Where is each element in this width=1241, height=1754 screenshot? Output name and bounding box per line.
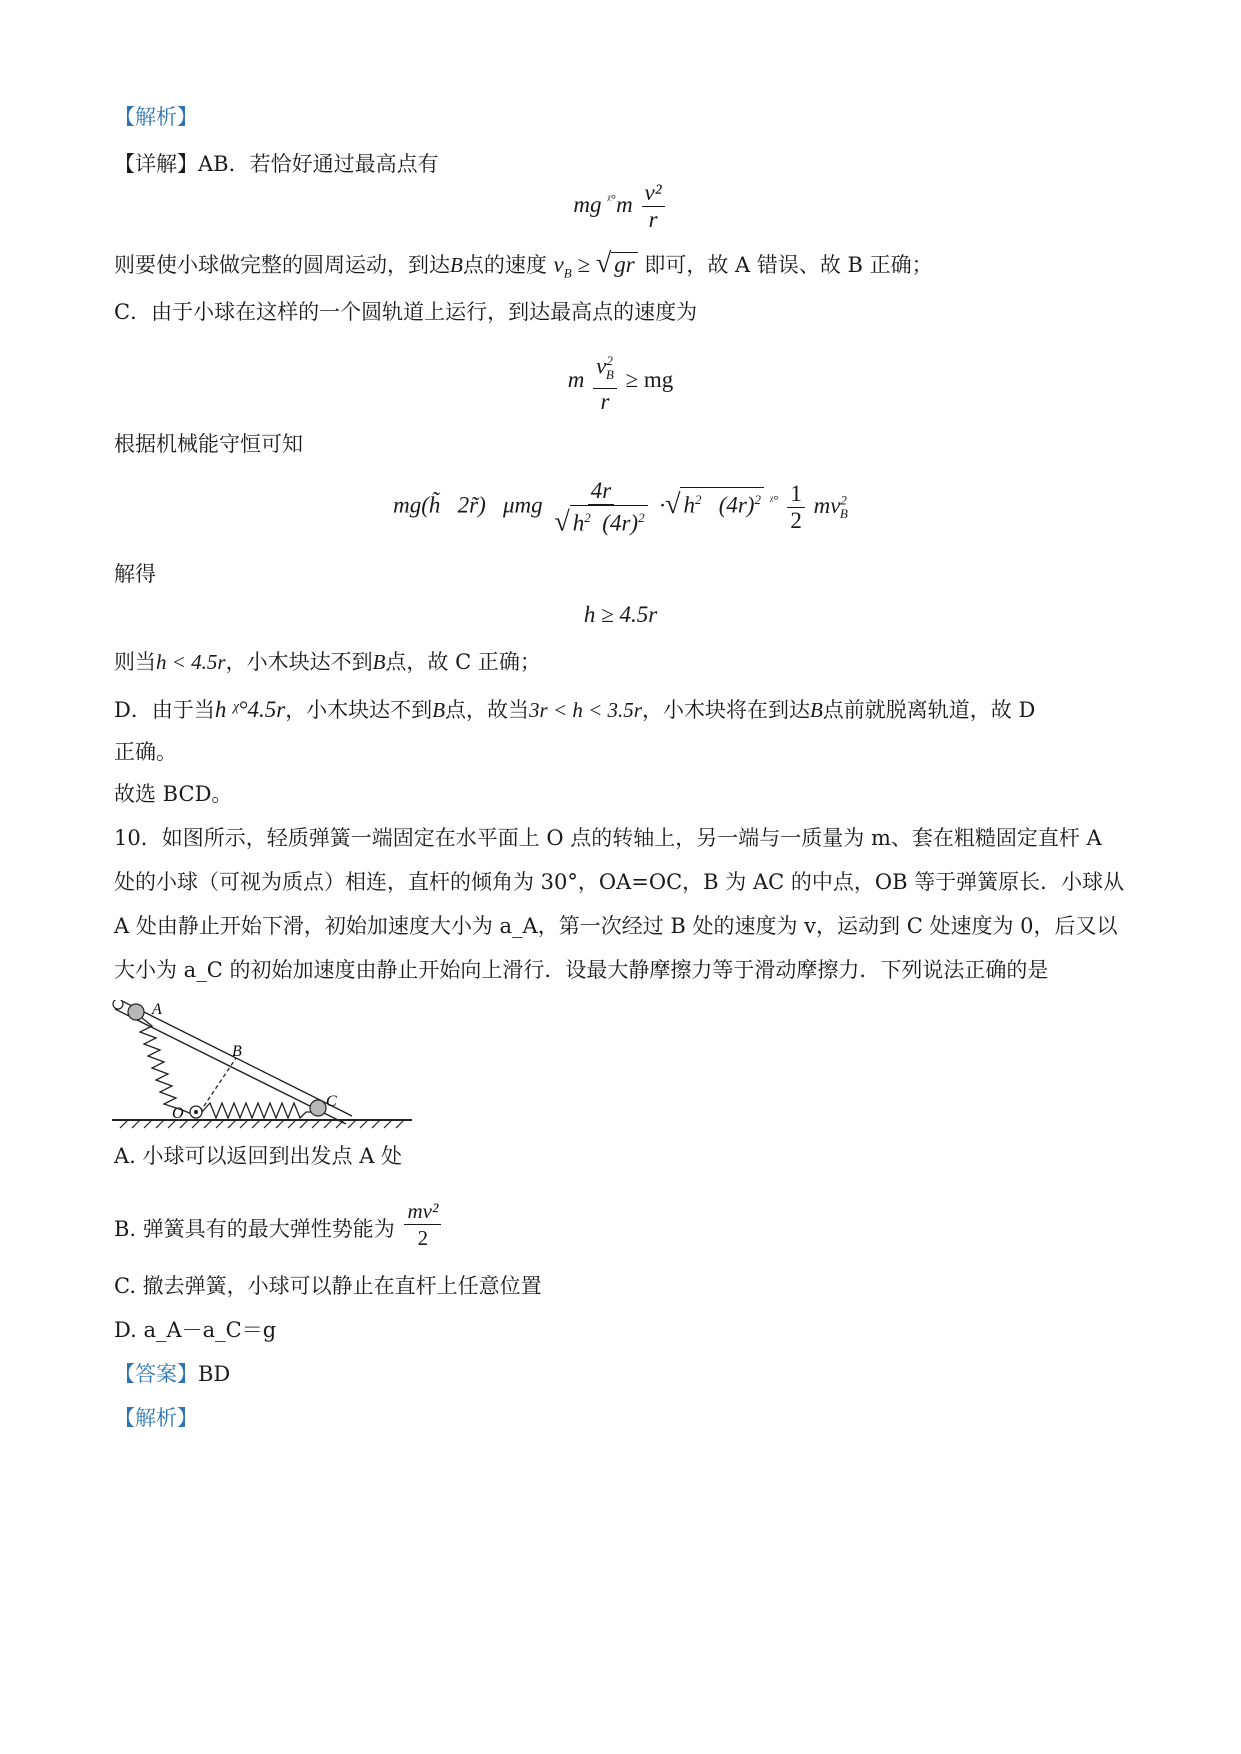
label-b: B <box>232 1043 242 1060</box>
d-mid-2: 点，故当 <box>445 698 530 722</box>
energy-text: 根据机械能守恒可知 <box>114 432 303 456</box>
option-b-numerator: mv² <box>404 1198 441 1225</box>
label-a: A <box>152 1001 162 1018</box>
option-a: A. 小球可以返回到出发点 A 处 <box>114 1144 403 1168</box>
eq1-fraction <box>642 180 665 233</box>
option-c: C. 撤去弹簧，小球可以静止在直杆上任意位置 <box>114 1274 542 1298</box>
ground-hatching <box>120 1120 404 1128</box>
equation-3 <box>0 478 1241 537</box>
eq3-fraction <box>551 478 650 537</box>
sentence-a-mid: 点的速度 <box>462 253 547 277</box>
d-math-2: 3r < h < 3.5r <box>529 698 642 722</box>
c-conclusion-math: h < 4.5r <box>156 650 226 674</box>
d-pre: D．由于当 <box>114 698 215 722</box>
pivot-o-center <box>194 1110 198 1114</box>
solve-text: 解得 <box>114 562 156 586</box>
sentence-a-point-b: B <box>450 253 463 277</box>
option-b <box>114 1199 444 1257</box>
q10-line-3: A 处由静止开始下滑，初始加速度大小为 a_A，第一次经过 B 处的速度为 v，运动到 C 处速度为 0，后又以 <box>114 914 1118 938</box>
d-point-b: B <box>432 698 446 722</box>
d-end: 点前就脱离轨道，故 D <box>822 698 1036 722</box>
d-mid-3: ，小木块将在到达 <box>641 698 810 722</box>
eq1-garble: ᵡ° <box>607 191 617 207</box>
label-c: C <box>326 1093 337 1110</box>
choose-text: 故选 BCD。 <box>114 782 233 806</box>
q10-figure <box>112 1000 412 1130</box>
eq3-half-num: 1 <box>787 481 805 508</box>
option-d: D. a_A－a_C＝g <box>114 1318 277 1342</box>
eq3-garble: ᵡ° <box>769 491 779 507</box>
eq2-numerator: $v^2_B$ <box>593 348 617 389</box>
c-conclusion-end: 点，故 C 正确； <box>385 650 541 674</box>
eq1-denominator: r <box>648 207 658 232</box>
detail-heading: 【详解】 <box>114 152 198 176</box>
equation-2 <box>0 348 1241 415</box>
detail-intro-text: AB．若恰好通过最高点有 <box>198 152 439 176</box>
eq2-denominator: r <box>600 389 610 415</box>
answer-heading: 【答案】 <box>114 1362 198 1386</box>
eq2-m: m <box>567 366 585 392</box>
c-conclusion-b: B <box>372 650 386 674</box>
eq3-lhs: mg(h̃ 2r̃) μmg <box>393 492 543 518</box>
c-conclusion-post: ，小木块达不到 <box>225 650 373 674</box>
eq3-tail: $mv^2_B$ <box>813 491 848 522</box>
analysis-heading: 【解析】 <box>114 105 198 129</box>
sentence-a <box>114 250 933 288</box>
answer-line <box>114 1360 230 1388</box>
ball-c <box>310 1100 326 1116</box>
eq2-rhs: ≥ mg <box>625 366 674 392</box>
equation-4: h ≥ 4.5r <box>583 602 658 627</box>
d-point-b-2: B <box>809 698 823 722</box>
analysis-heading-2: 【解析】 <box>114 1406 198 1430</box>
eq3-numerator: 4r <box>588 478 614 505</box>
eq1-m: m <box>616 191 633 217</box>
label-o: O <box>172 1105 184 1122</box>
d-line-2: 正确。 <box>114 740 177 764</box>
eq1-numerator: v² <box>642 180 665 207</box>
eq3-half-den: 2 <box>790 507 802 533</box>
q10-line-4: 大小为 a_C 的初始加速度由静止开始向上滑行．设最大静摩擦力等于滑动摩擦力．下列说法正确的是 <box>114 958 1049 982</box>
eq1-lhs: mg <box>573 191 602 217</box>
option-b-denominator: 2 <box>417 1226 429 1250</box>
eq3-mid: ·√ $h^2$ $(4r)^2$ <box>659 493 764 518</box>
spring-oc <box>202 1103 314 1118</box>
option-b-fraction <box>404 1198 441 1251</box>
equation-1 <box>0 180 1241 233</box>
d-math-1: h ᵡ°4.5r <box>214 697 286 722</box>
d-line-1 <box>114 696 1035 724</box>
q10-line-1: 10．如图所示，轻质弹簧一端固定在水平面上 O 点的转轴上，另一端与一质量为 m、套在粗糙固定直杆 A <box>114 826 1102 850</box>
c-conclusion-pre: 则当 <box>114 650 156 674</box>
option-b-text: B. 弹簧具有的最大弹性势能为 <box>114 1217 395 1241</box>
rod-end-cap <box>113 1000 123 1009</box>
c-intro: C．由于小球在这样的一个圆轨道上运行，到达最高点的速度为 <box>114 300 698 324</box>
sentence-a-end: 即可，故 A 错误、故 B 正确； <box>644 253 933 277</box>
eq3-denominator: √ $h^2$ $(4r)^2$ <box>551 505 650 537</box>
detail-intro-line <box>114 150 439 178</box>
d-mid: ，小木块达不到 <box>285 698 433 722</box>
sentence-a-text: 则要使小球做完整的圆周运动，到达 <box>114 253 450 277</box>
c-conclusion <box>114 648 541 676</box>
eq2-fraction <box>593 348 617 415</box>
q10-line-2: 处的小球（可视为质点）相连，直杆的倾角为 30°，OA=OC，B 为 AC 的中点，OB 等于弹簧原长．小球从 <box>114 870 1125 894</box>
sentence-a-math: $v_B$ ≥ √ gr <box>554 252 638 277</box>
answer-value: BD <box>198 1362 231 1386</box>
eq3-half <box>787 481 805 534</box>
ball-a <box>128 1004 144 1020</box>
